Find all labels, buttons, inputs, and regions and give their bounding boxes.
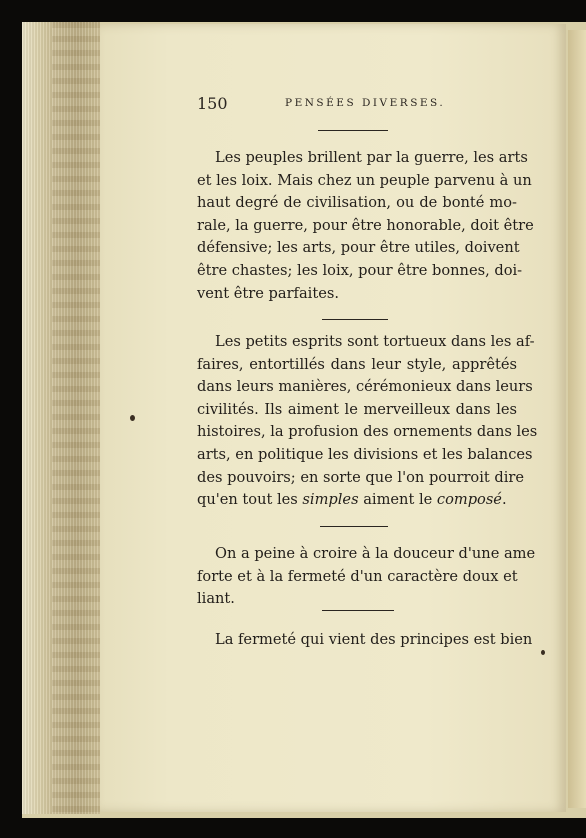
running-title: PENSÉES DIVERSES. xyxy=(285,97,446,109)
text-line: Les petits esprits sont tortueux dans les af- xyxy=(215,333,535,350)
page-header xyxy=(197,94,517,114)
text-line: défensive; les arts, pour être utiles, doivent xyxy=(197,239,520,257)
separator-rule xyxy=(318,130,388,131)
paragraph-1 xyxy=(197,147,534,305)
separator-rule xyxy=(320,526,388,527)
text-line: être chastes; les loix, pour être bonnes, doi- xyxy=(197,261,523,279)
page-number: 150 xyxy=(197,94,228,113)
text-line-last xyxy=(197,489,517,512)
text-line: histoires, la profusion des ornements dans les xyxy=(197,423,538,441)
text-line: forte et à la fermeté d'un caractère doux et xyxy=(197,567,518,585)
separator-rule xyxy=(322,610,394,611)
separator-rule xyxy=(322,319,388,320)
text-line: civilités. Ils aiment le merveilleux dans les xyxy=(197,400,517,418)
text-fragment: aiment le xyxy=(358,491,437,509)
paragraph-3 xyxy=(197,543,536,611)
text-line: rale, la guerre, pour être honorable, doit être xyxy=(197,216,534,234)
italic-word-compose: composé xyxy=(436,491,502,509)
text-line: Les peuples brillent par la guerre, les arts xyxy=(215,149,528,166)
text-line: dans leurs manières, cérémonieux dans leurs xyxy=(197,378,533,396)
text-line: des pouvoirs; en sorte que l'on pourroit dire xyxy=(197,468,524,486)
text-line: On a peine à croire à la douceur d'une ame xyxy=(215,545,536,562)
italic-word-simples: simples xyxy=(302,491,359,509)
paragraph-4 xyxy=(197,629,533,652)
text-fragment: qu'en tout les xyxy=(197,491,303,509)
paper-blemish xyxy=(541,650,545,655)
text-line: et les loix. Mais chez un peuple parvenu à un xyxy=(197,171,532,189)
text-line: faires, entortillés dans leur style, apprêtés xyxy=(197,355,517,373)
paragraph-2 xyxy=(197,331,538,512)
text-line: haut degré de civilisation, ou de bonté mo- xyxy=(197,194,517,212)
text-line: vent être parfaites. xyxy=(197,284,339,302)
text-line: La fermeté qui vient des principes est bien xyxy=(215,631,533,648)
facing-page-edge xyxy=(568,30,586,808)
text-fragment: . xyxy=(501,491,507,509)
paper-blemish xyxy=(130,415,135,421)
text-line: arts, en politique les divisions et les balances xyxy=(197,445,533,463)
text-line: liant. xyxy=(197,590,235,608)
page-edges xyxy=(22,22,100,814)
